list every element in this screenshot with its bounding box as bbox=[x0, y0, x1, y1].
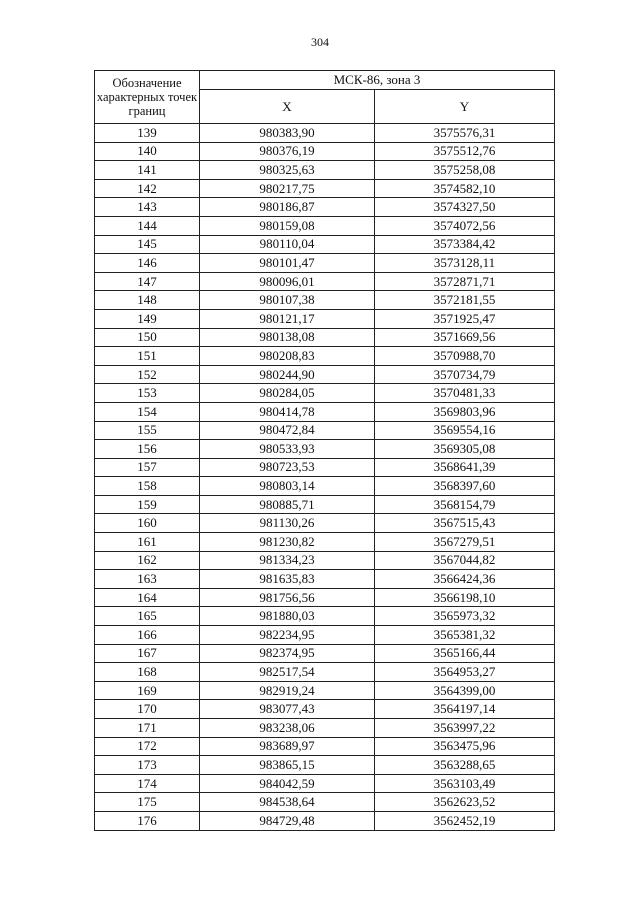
point-number-cell: 155 bbox=[95, 421, 200, 440]
x-cell: 980121,17 bbox=[200, 309, 375, 328]
x-cell: 983689,97 bbox=[200, 737, 375, 756]
point-number-cell: 150 bbox=[95, 328, 200, 347]
point-number-cell: 139 bbox=[95, 124, 200, 143]
x-cell: 980414,78 bbox=[200, 402, 375, 421]
x-cell: 980217,75 bbox=[200, 179, 375, 198]
y-cell: 3570481,33 bbox=[375, 384, 555, 403]
point-number-cell: 149 bbox=[95, 309, 200, 328]
y-cell: 3568154,79 bbox=[375, 495, 555, 514]
y-header: Y bbox=[375, 90, 555, 124]
point-number-cell: 171 bbox=[95, 719, 200, 738]
y-cell: 3569554,16 bbox=[375, 421, 555, 440]
x-cell: 981230,82 bbox=[200, 533, 375, 552]
x-cell: 980101,47 bbox=[200, 254, 375, 273]
x-cell: 982919,24 bbox=[200, 681, 375, 700]
table-row bbox=[95, 347, 555, 366]
point-number-cell: 141 bbox=[95, 161, 200, 180]
x-cell: 980096,01 bbox=[200, 272, 375, 291]
x-cell: 980138,08 bbox=[200, 328, 375, 347]
point-number-cell: 169 bbox=[95, 681, 200, 700]
y-cell: 3563103,49 bbox=[375, 774, 555, 793]
x-cell: 983238,06 bbox=[200, 719, 375, 738]
table-row bbox=[95, 365, 555, 384]
point-number-cell: 164 bbox=[95, 588, 200, 607]
table-row bbox=[95, 198, 555, 217]
point-number-cell: 163 bbox=[95, 570, 200, 589]
table-row bbox=[95, 477, 555, 496]
y-cell: 3570734,79 bbox=[375, 365, 555, 384]
table-row bbox=[95, 291, 555, 310]
x-cell: 980244,90 bbox=[200, 365, 375, 384]
y-cell: 3569803,96 bbox=[375, 402, 555, 421]
table-row bbox=[95, 756, 555, 775]
point-number-cell: 145 bbox=[95, 235, 200, 254]
y-cell: 3565166,44 bbox=[375, 644, 555, 663]
table-row bbox=[95, 216, 555, 235]
x-cell: 980284,05 bbox=[200, 384, 375, 403]
x-cell: 983865,15 bbox=[200, 756, 375, 775]
table-row bbox=[95, 570, 555, 589]
y-cell: 3564197,14 bbox=[375, 700, 555, 719]
point-number-cell: 160 bbox=[95, 514, 200, 533]
y-cell: 3570988,70 bbox=[375, 347, 555, 366]
x-cell: 982234,95 bbox=[200, 626, 375, 645]
x-cell: 981635,83 bbox=[200, 570, 375, 589]
table-row bbox=[95, 384, 555, 403]
point-number-cell: 144 bbox=[95, 216, 200, 235]
x-header: X bbox=[200, 90, 375, 124]
y-cell: 3569305,08 bbox=[375, 440, 555, 459]
point-number-cell: 142 bbox=[95, 179, 200, 198]
table-row bbox=[95, 588, 555, 607]
point-number-cell: 170 bbox=[95, 700, 200, 719]
y-cell: 3563475,96 bbox=[375, 737, 555, 756]
x-cell: 980159,08 bbox=[200, 216, 375, 235]
x-cell: 981334,23 bbox=[200, 551, 375, 570]
point-number-cell: 156 bbox=[95, 440, 200, 459]
x-cell: 980803,14 bbox=[200, 477, 375, 496]
y-cell: 3572871,71 bbox=[375, 272, 555, 291]
x-cell: 984729,48 bbox=[200, 811, 375, 830]
point-number-cell: 147 bbox=[95, 272, 200, 291]
point-number-cell: 166 bbox=[95, 626, 200, 645]
y-cell: 3575258,08 bbox=[375, 161, 555, 180]
table-row bbox=[95, 235, 555, 254]
point-number-cell: 159 bbox=[95, 495, 200, 514]
x-cell: 980885,71 bbox=[200, 495, 375, 514]
point-number-cell: 167 bbox=[95, 644, 200, 663]
y-cell: 3575576,31 bbox=[375, 124, 555, 143]
table-row bbox=[95, 793, 555, 812]
table-row bbox=[95, 514, 555, 533]
table-row bbox=[95, 458, 555, 477]
x-cell: 980383,90 bbox=[200, 124, 375, 143]
x-cell: 984042,59 bbox=[200, 774, 375, 793]
y-cell: 3571669,56 bbox=[375, 328, 555, 347]
table-row bbox=[95, 440, 555, 459]
point-number-cell: 174 bbox=[95, 774, 200, 793]
y-cell: 3562623,52 bbox=[375, 793, 555, 812]
x-cell: 980110,04 bbox=[200, 235, 375, 254]
table-row bbox=[95, 402, 555, 421]
y-cell: 3571925,47 bbox=[375, 309, 555, 328]
y-cell: 3575512,76 bbox=[375, 142, 555, 161]
table-row bbox=[95, 607, 555, 626]
table-row bbox=[95, 811, 555, 830]
point-number-cell: 148 bbox=[95, 291, 200, 310]
y-cell: 3568397,60 bbox=[375, 477, 555, 496]
x-cell: 981880,03 bbox=[200, 607, 375, 626]
y-cell: 3573384,42 bbox=[375, 235, 555, 254]
table-row bbox=[95, 774, 555, 793]
point-number-cell: 157 bbox=[95, 458, 200, 477]
y-cell: 3567279,51 bbox=[375, 533, 555, 552]
x-cell: 980533,93 bbox=[200, 440, 375, 459]
table-row bbox=[95, 254, 555, 273]
table-row bbox=[95, 551, 555, 570]
y-cell: 3563997,22 bbox=[375, 719, 555, 738]
table-body bbox=[95, 124, 555, 831]
point-number-cell: 153 bbox=[95, 384, 200, 403]
table-row bbox=[95, 309, 555, 328]
y-cell: 3567044,82 bbox=[375, 551, 555, 570]
y-cell: 3572181,55 bbox=[375, 291, 555, 310]
coordinates-table bbox=[94, 70, 555, 831]
x-cell: 980186,87 bbox=[200, 198, 375, 217]
table-row bbox=[95, 737, 555, 756]
x-cell: 980208,83 bbox=[200, 347, 375, 366]
point-number-cell: 151 bbox=[95, 347, 200, 366]
y-cell: 3566424,36 bbox=[375, 570, 555, 589]
point-number-cell: 161 bbox=[95, 533, 200, 552]
table-row bbox=[95, 124, 555, 143]
page-number: 304 bbox=[311, 35, 329, 49]
point-number-cell: 162 bbox=[95, 551, 200, 570]
x-cell: 980472,84 bbox=[200, 421, 375, 440]
x-cell: 980325,63 bbox=[200, 161, 375, 180]
x-cell: 981130,26 bbox=[200, 514, 375, 533]
y-cell: 3574072,56 bbox=[375, 216, 555, 235]
y-cell: 3566198,10 bbox=[375, 588, 555, 607]
table-row bbox=[95, 681, 555, 700]
point-number-cell: 146 bbox=[95, 254, 200, 273]
table-row bbox=[95, 495, 555, 514]
x-cell: 981756,56 bbox=[200, 588, 375, 607]
x-cell: 982517,54 bbox=[200, 663, 375, 682]
point-number-cell: 168 bbox=[95, 663, 200, 682]
point-number-cell: 152 bbox=[95, 365, 200, 384]
y-cell: 3563288,65 bbox=[375, 756, 555, 775]
y-cell: 3568641,39 bbox=[375, 458, 555, 477]
y-cell: 3565973,32 bbox=[375, 607, 555, 626]
point-number-cell: 175 bbox=[95, 793, 200, 812]
table-row bbox=[95, 533, 555, 552]
y-cell: 3573128,11 bbox=[375, 254, 555, 273]
point-number-cell: 154 bbox=[95, 402, 200, 421]
point-number-cell: 176 bbox=[95, 811, 200, 830]
y-cell: 3574327,50 bbox=[375, 198, 555, 217]
table-row bbox=[95, 719, 555, 738]
x-cell: 980376,19 bbox=[200, 142, 375, 161]
y-cell: 3574582,10 bbox=[375, 179, 555, 198]
point-number-cell: 173 bbox=[95, 756, 200, 775]
x-cell: 980723,53 bbox=[200, 458, 375, 477]
table-row bbox=[95, 142, 555, 161]
y-cell: 3567515,43 bbox=[375, 514, 555, 533]
point-label-header: Обозначение характерных точек границ bbox=[95, 71, 200, 124]
table-row bbox=[95, 272, 555, 291]
point-number-cell: 140 bbox=[95, 142, 200, 161]
table-row bbox=[95, 161, 555, 180]
y-cell: 3565381,32 bbox=[375, 626, 555, 645]
table-row bbox=[95, 179, 555, 198]
y-cell: 3564953,27 bbox=[375, 663, 555, 682]
table-row bbox=[95, 421, 555, 440]
table-row bbox=[95, 663, 555, 682]
coordinate-system-header: МСК-86, зона 3 bbox=[200, 71, 555, 90]
x-cell: 980107,38 bbox=[200, 291, 375, 310]
table-row bbox=[95, 328, 555, 347]
table-row bbox=[95, 644, 555, 663]
y-cell: 3562452,19 bbox=[375, 811, 555, 830]
table-row bbox=[95, 626, 555, 645]
x-cell: 984538,64 bbox=[200, 793, 375, 812]
table-row bbox=[95, 700, 555, 719]
y-cell: 3564399,00 bbox=[375, 681, 555, 700]
point-number-cell: 158 bbox=[95, 477, 200, 496]
x-cell: 983077,43 bbox=[200, 700, 375, 719]
x-cell: 982374,95 bbox=[200, 644, 375, 663]
point-number-cell: 165 bbox=[95, 607, 200, 626]
point-number-cell: 143 bbox=[95, 198, 200, 217]
point-number-cell: 172 bbox=[95, 737, 200, 756]
